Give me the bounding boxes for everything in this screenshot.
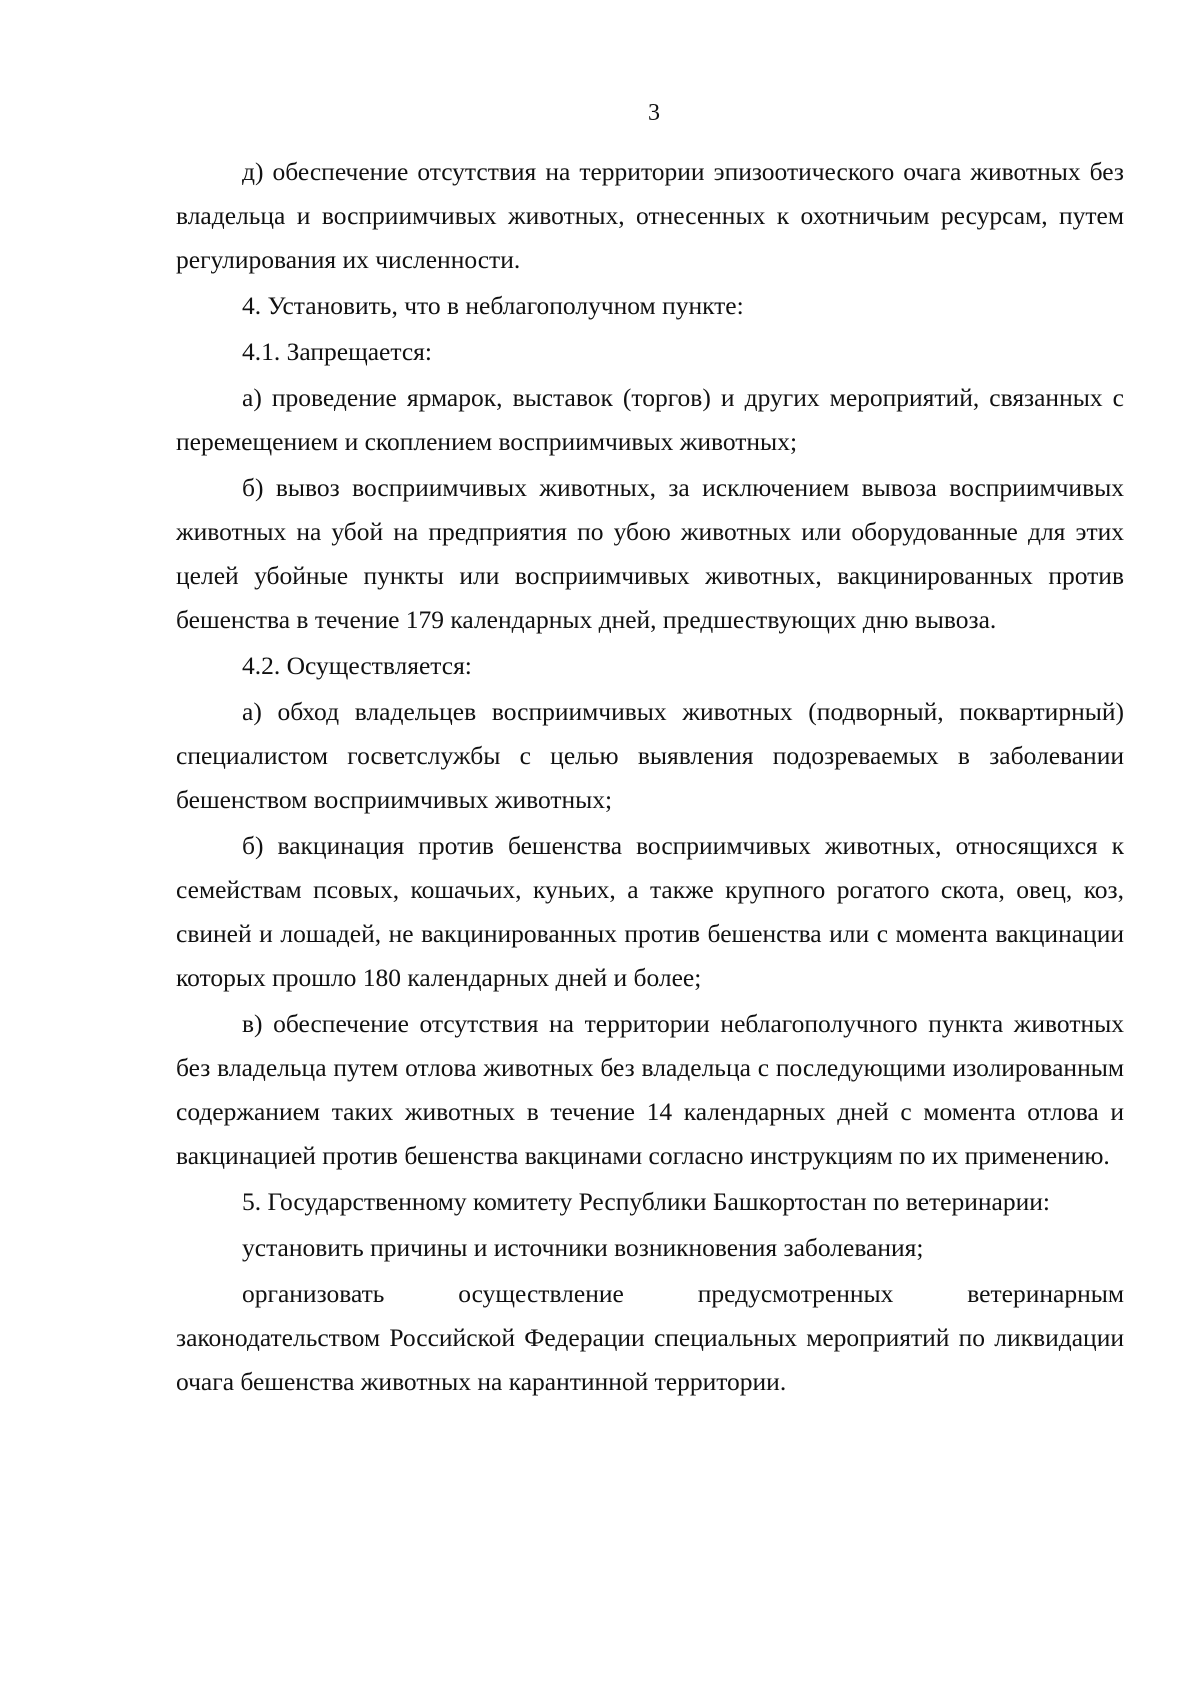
- paragraph-4-1-b: б) вывоз восприимчивых животных, за исключением вывоза восприимчивых животных на убой на предприятия по убою животных или оборудованные для этих целей убойные пункты или восприимчивых животных, вакцинированных против бешенства в течение 179 календарных дней, предшествующих дню вывоза.: [176, 473, 1124, 634]
- paragraph-4-1-a: а) проведение ярмарок, выставок (торгов) и других мероприятий, связанных с перемещением и скоплением восприимчивых животных;: [176, 383, 1124, 456]
- paragraph-5-establish-causes: установить причины и источники возникновения заболевания;: [242, 1233, 924, 1262]
- paragraph-4-2-v: в) обеспечение отсутствия на территории неблагополучного пункта животных без владельца путем отлова животных без владельца с последующими изолированным содержанием таких животных в течение 14 календарных дней с момента отлова и вакцинацией против бешенства вакцинами согласно инструкциям по их применению.: [176, 1009, 1124, 1170]
- document-body: [176, 150, 1124, 1406]
- page-number: 3: [648, 100, 660, 126]
- paragraph-5-organize: организовать осуществление предусмотренных ветеринарным законодательством Российской Федерации специальных мероприятий по ликвидации очага бешенства животных на карантинной территории.: [176, 1279, 1124, 1396]
- paragraph-5-committee: 5. Государственному комитету Республики Башкортостан по ветеринарии:: [242, 1187, 1050, 1216]
- paragraph-d-eradication: д) обеспечение отсутствия на территории эпизоотического очага животных без владельца и восприимчивых животных, отнесенных к охотничьим ресурсам, путем регулирования их численности.: [176, 157, 1124, 274]
- paragraph-4-1-prohibited: 4.1. Запрещается:: [242, 337, 432, 366]
- paragraph-4-establish: 4. Установить, что в неблагополучном пункте:: [242, 291, 744, 320]
- paragraph-4-2-b: б) вакцинация против бешенства восприимчивых животных, относящихся к семействам псовых, кошачьих, куньих, а также крупного рогатого скота, овец, коз, свиней и лошадей, не вакцинированных против бешенства или с момента вакцинации которых прошло 180 календарных дней и более;: [176, 831, 1124, 992]
- paragraph-4-2-carried-out: 4.2. Осуществляется:: [242, 651, 472, 680]
- paragraph-4-2-a: а) обход владельцев восприимчивых животных (подворный, поквартирный) специалистом госветслужбы с целью выявления подозреваемых в заболевании бешенством восприимчивых животных;: [176, 697, 1124, 814]
